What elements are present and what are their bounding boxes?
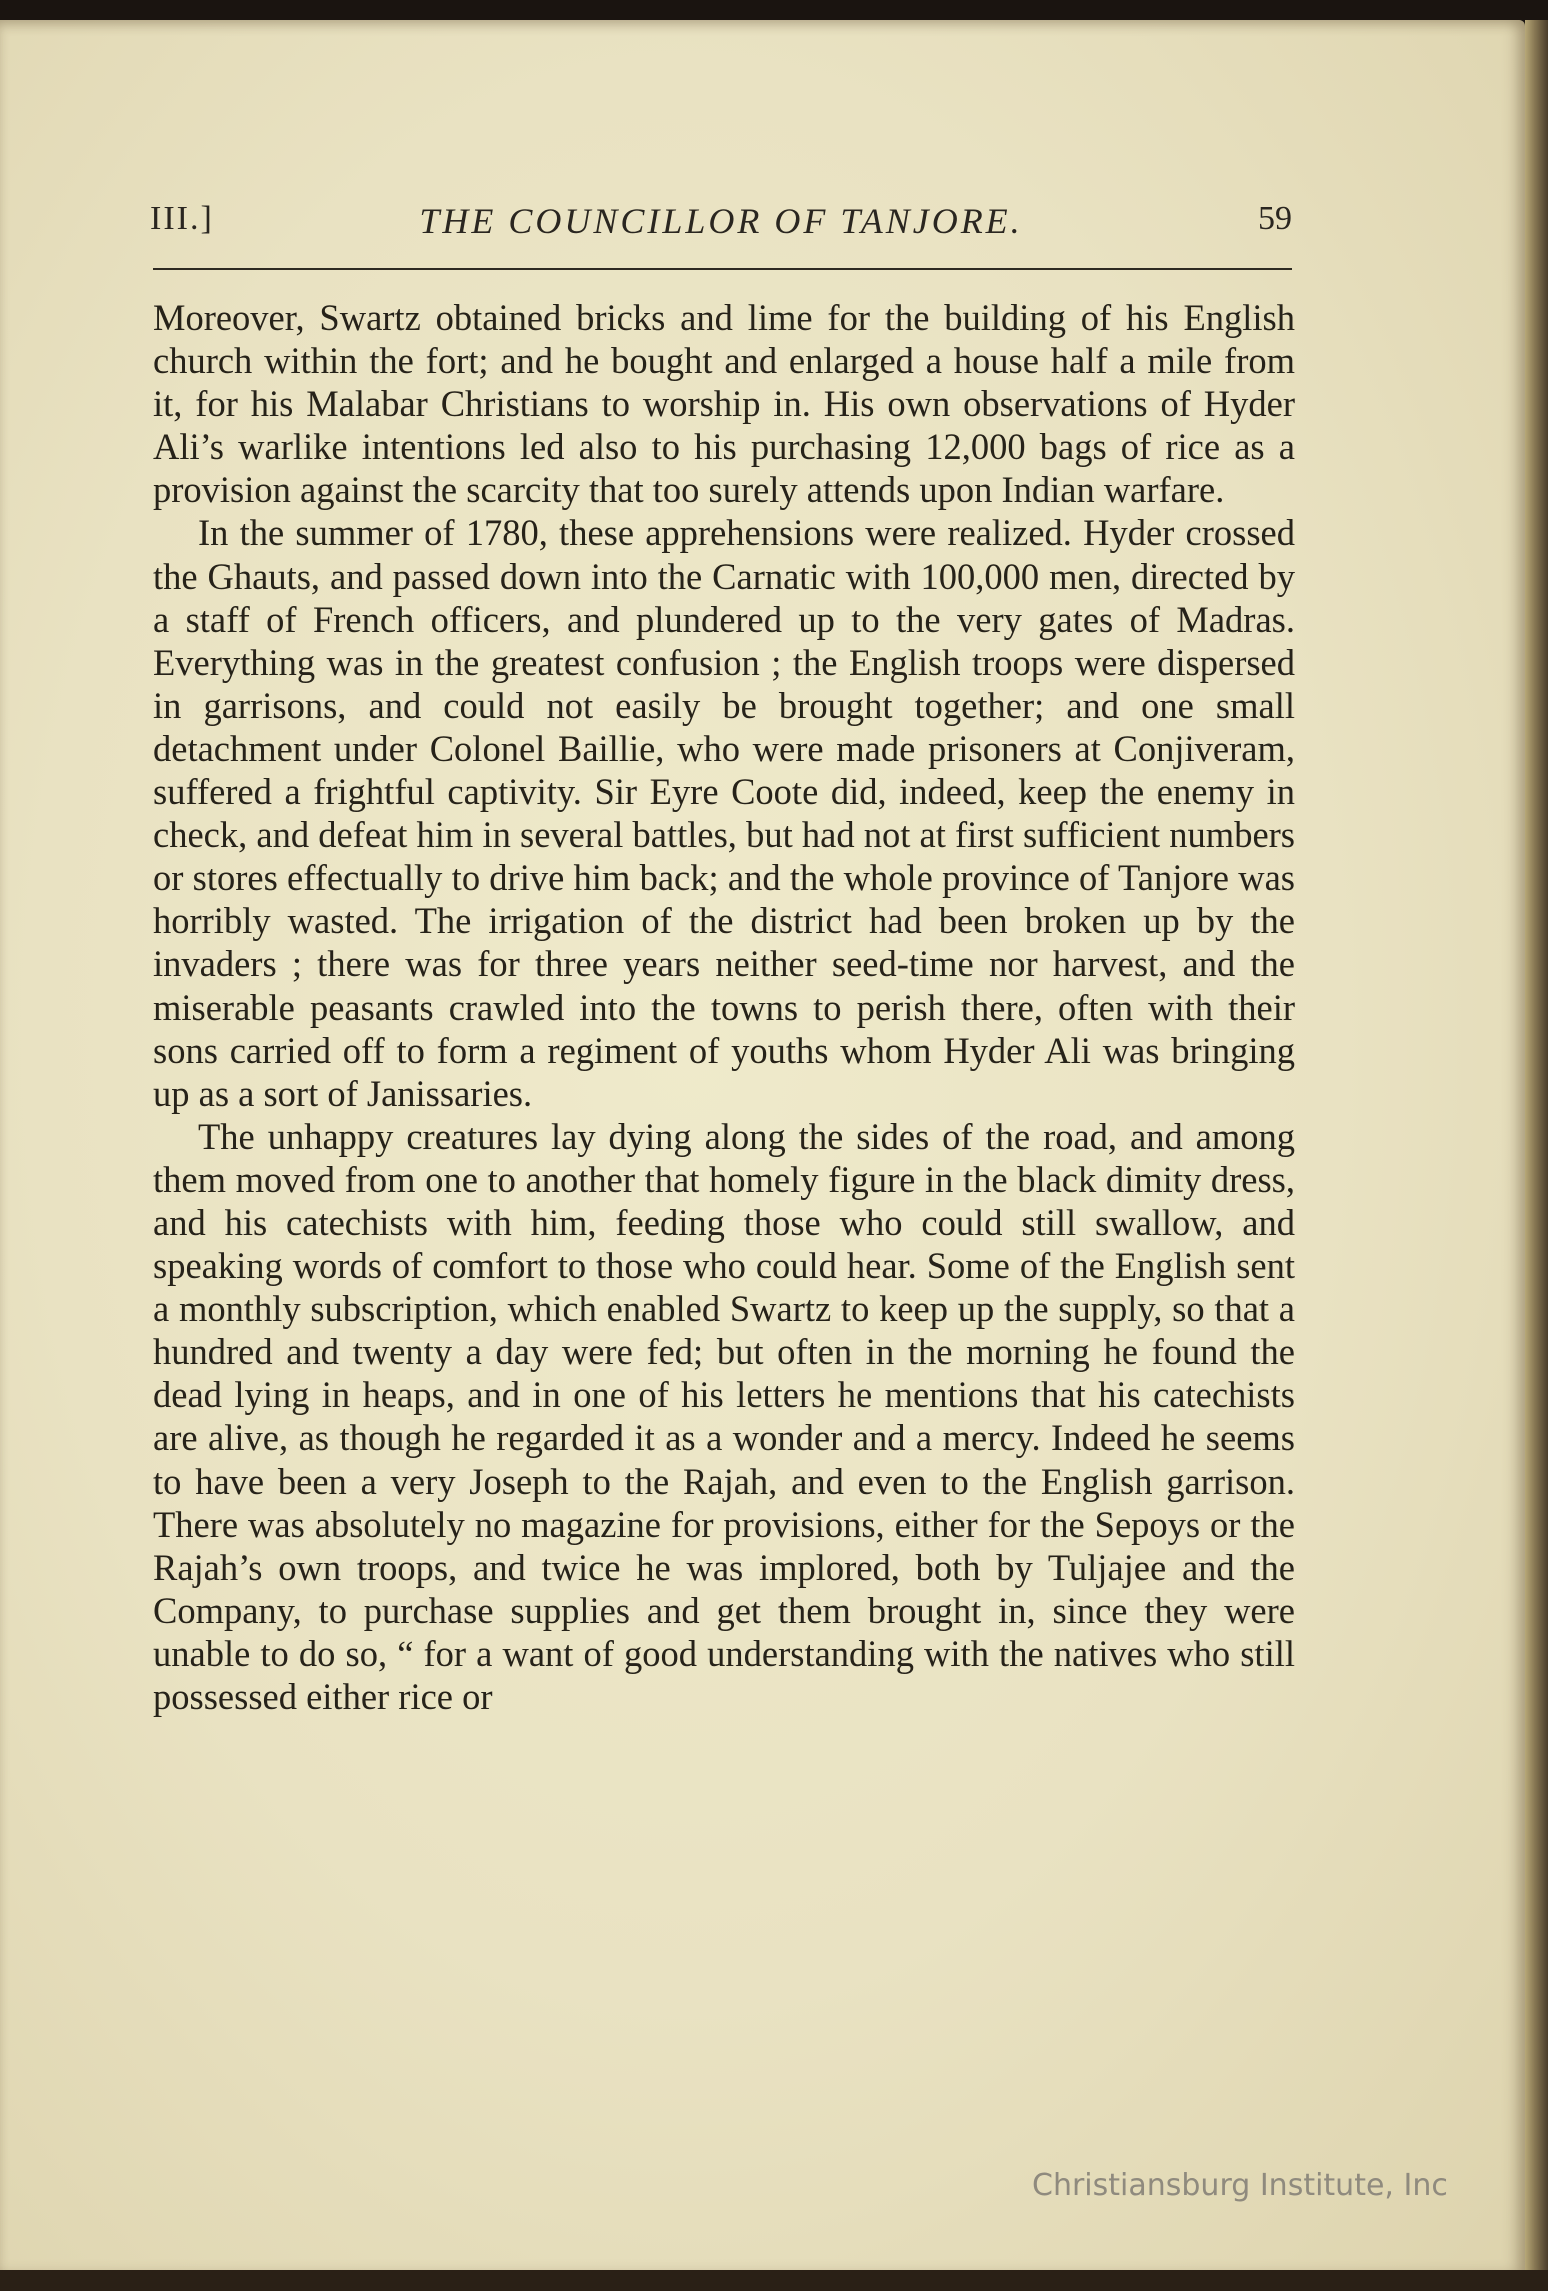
watermark: Christiansburg Institute, Inc bbox=[1032, 2168, 1448, 2203]
running-head bbox=[150, 200, 1292, 252]
page-binding-edge bbox=[1525, 20, 1548, 2275]
body-text bbox=[153, 296, 1295, 1718]
paragraph-1: Moreover, Swartz obtained bricks and lime for the building of his English church within the fort; and he bought and enlarged a house half a mile from it, for his Malabar Christians to worship in. His own observations of Hyder Ali’s warlike intentions led also to his purchasing 12,000 bags of rice as a provision against the scarcity that too surely attends upon Indian warfare. bbox=[153, 297, 1295, 511]
page-number: 59 bbox=[1258, 200, 1292, 237]
running-title: THE COUNCILLOR OF TANJORE. bbox=[419, 201, 1023, 241]
paragraph-2: In the summer of 1780, these apprehensions were realized. Hyder crossed the Ghauts, and passed down into the Carnatic with 100,000 men, directed by a staff of French officers, and plundered up to the very gates of Madras. Everything was in the greatest confusion ; the English troops were dispersed in garrisons, and could not easily be brought together; and one small detachment under Colonel Baillie, who were made prisoners at Conjiveram, suffered a frightful captivity. Sir Eyre Coote did, indeed, keep the enemy in check, and defeat him in several battles, but had not at first sufficient numbers or stores effectually to drive him back; and the whole province of Tanjore was horribly wasted. The irrigation of the district had been broken up by the invaders ; there was for three years neither seed-time nor harvest, and the miserable peasants crawled into the towns to perish there, often with their sons carried off to form a regiment of youths whom Hyder Ali was bringing up as a sort of Janissaries. bbox=[153, 512, 1295, 1114]
chapter-marker: III.] bbox=[150, 200, 214, 237]
paragraph-3: The unhappy creatures lay dying along the sides of the road, and among them moved from one to another that homely figure in the black dimity dress, and his catechists with him, feeding those who could still swallow, and speaking words of comfort to those who could hear. Some of the English sent a monthly subscription, which enabled Swartz to keep up the supply, so that a hundred and twenty a day were fed; but often in the morning he found the dead lying in heaps, and in one of his letters he mentions that his catechists are alive, as though he regarded it as a wonder and a mercy. Indeed he seems to have been a very Joseph to the Rajah, and even to the English garrison. There was absolutely no magazine for provisions, either for the Sepoys or the Rajah’s own troops, and twice he was implored, both by Tuljajee and the Company, to purchase supplies and get them brought in, since they were unable to do so, “ for a want of good understanding with the natives who still possessed either rice or bbox=[153, 1115, 1295, 1717]
header-rule bbox=[153, 268, 1292, 270]
page-bottom-edge bbox=[0, 2270, 1548, 2291]
